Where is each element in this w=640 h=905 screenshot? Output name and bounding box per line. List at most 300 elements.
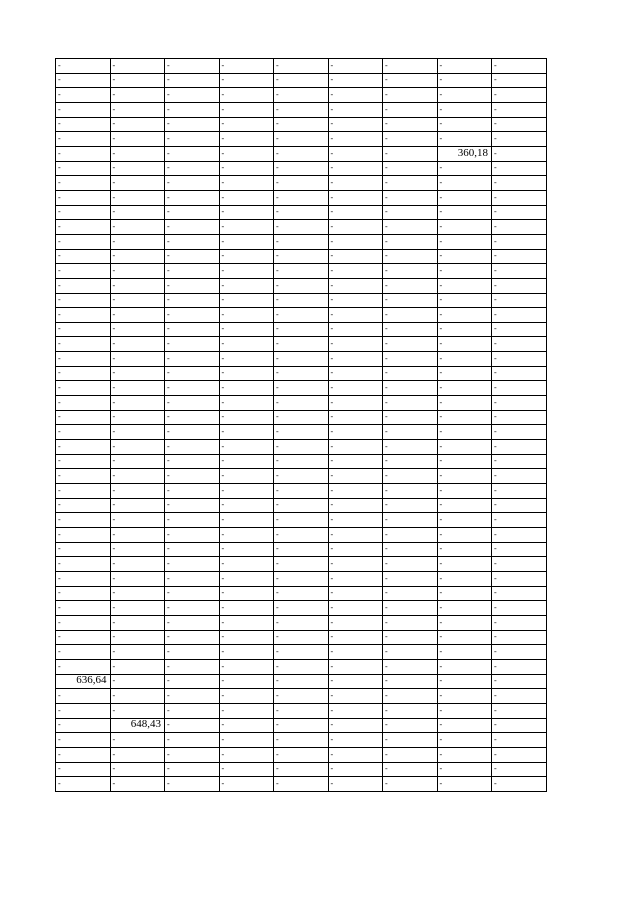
table-cell[interactable] (56, 703, 111, 718)
table-cell[interactable] (437, 703, 492, 718)
table-cell[interactable] (110, 161, 165, 176)
table-cell[interactable] (328, 571, 383, 586)
table-cell[interactable] (274, 425, 329, 440)
table-cell[interactable] (165, 440, 220, 455)
table-cell[interactable] (492, 571, 547, 586)
table-cell[interactable] (219, 689, 274, 704)
table-cell[interactable] (274, 762, 329, 777)
table-cell[interactable] (110, 484, 165, 499)
table-cell[interactable] (110, 396, 165, 411)
table-cell[interactable] (437, 249, 492, 264)
table-cell[interactable] (56, 615, 111, 630)
table-cell[interactable] (492, 117, 547, 132)
table-cell[interactable] (110, 205, 165, 220)
table-cell[interactable] (328, 557, 383, 572)
table-cell[interactable] (165, 264, 220, 279)
table-cell[interactable] (165, 293, 220, 308)
table-cell[interactable] (165, 645, 220, 660)
table-cell[interactable] (328, 264, 383, 279)
table-cell[interactable] (383, 513, 438, 528)
table-cell[interactable] (110, 190, 165, 205)
table-cell[interactable] (383, 659, 438, 674)
table-cell[interactable] (328, 469, 383, 484)
table-cell[interactable] (110, 513, 165, 528)
table-cell[interactable] (328, 337, 383, 352)
table-cell[interactable] (56, 278, 111, 293)
table-cell[interactable] (492, 132, 547, 147)
table-cell[interactable] (56, 440, 111, 455)
table-cell[interactable] (383, 571, 438, 586)
table-cell[interactable] (110, 454, 165, 469)
table-cell[interactable] (492, 264, 547, 279)
table-cell[interactable] (492, 454, 547, 469)
table-cell[interactable] (274, 132, 329, 147)
table-cell[interactable] (219, 703, 274, 718)
table-cell[interactable] (328, 59, 383, 74)
table-cell[interactable] (274, 190, 329, 205)
table-cell[interactable] (219, 352, 274, 367)
table-cell[interactable] (328, 249, 383, 264)
table-cell[interactable] (383, 234, 438, 249)
table-cell[interactable] (219, 630, 274, 645)
table-cell[interactable] (56, 557, 111, 572)
table-cell[interactable] (165, 410, 220, 425)
table-cell[interactable] (219, 674, 274, 689)
table-cell[interactable] (165, 718, 220, 733)
table-cell[interactable] (165, 733, 220, 748)
table-cell[interactable] (437, 146, 492, 161)
table-cell[interactable] (56, 513, 111, 528)
table-cell[interactable] (110, 586, 165, 601)
table-cell[interactable] (219, 146, 274, 161)
table-cell[interactable] (274, 102, 329, 117)
table-cell[interactable] (110, 689, 165, 704)
table-cell[interactable] (492, 689, 547, 704)
table-cell[interactable] (165, 571, 220, 586)
table-cell[interactable] (110, 703, 165, 718)
table-cell[interactable] (274, 322, 329, 337)
table-cell[interactable] (165, 102, 220, 117)
table-cell[interactable] (492, 308, 547, 323)
table-cell[interactable] (165, 132, 220, 147)
table-cell[interactable] (328, 718, 383, 733)
table-cell[interactable] (219, 117, 274, 132)
table-cell[interactable] (165, 234, 220, 249)
table-cell[interactable] (219, 220, 274, 235)
table-cell[interactable] (56, 366, 111, 381)
table-cell[interactable] (328, 176, 383, 191)
table-cell[interactable] (56, 234, 111, 249)
table-cell[interactable] (437, 615, 492, 630)
table-cell[interactable] (383, 425, 438, 440)
table-cell[interactable] (328, 674, 383, 689)
table-cell[interactable] (274, 615, 329, 630)
table-cell[interactable] (492, 278, 547, 293)
table-cell[interactable] (110, 73, 165, 88)
table-cell[interactable] (219, 659, 274, 674)
table-cell[interactable] (383, 498, 438, 513)
table-cell[interactable] (110, 410, 165, 425)
table-cell[interactable] (110, 322, 165, 337)
table-cell[interactable] (492, 659, 547, 674)
table-cell[interactable] (274, 674, 329, 689)
table-cell[interactable] (165, 59, 220, 74)
table-cell[interactable] (219, 396, 274, 411)
table-cell[interactable] (437, 322, 492, 337)
table-cell[interactable] (492, 440, 547, 455)
table-cell[interactable] (437, 513, 492, 528)
table-cell[interactable] (165, 615, 220, 630)
table-cell[interactable] (165, 381, 220, 396)
table-cell[interactable] (328, 322, 383, 337)
table-cell[interactable] (110, 278, 165, 293)
table-cell[interactable] (56, 102, 111, 117)
table-cell[interactable] (56, 586, 111, 601)
table-cell[interactable] (437, 674, 492, 689)
table-cell[interactable] (56, 718, 111, 733)
table-cell[interactable] (219, 513, 274, 528)
table-cell[interactable] (383, 586, 438, 601)
table-cell[interactable] (383, 777, 438, 792)
table-cell[interactable] (219, 440, 274, 455)
table-cell[interactable] (219, 542, 274, 557)
table-cell[interactable] (274, 498, 329, 513)
table-cell[interactable] (56, 630, 111, 645)
table-cell[interactable] (110, 381, 165, 396)
table-cell[interactable] (110, 366, 165, 381)
table-cell[interactable] (328, 161, 383, 176)
table-cell[interactable] (492, 718, 547, 733)
table-cell[interactable] (492, 410, 547, 425)
table-cell[interactable] (56, 190, 111, 205)
table-cell[interactable] (110, 733, 165, 748)
table-cell[interactable] (492, 220, 547, 235)
table-cell[interactable] (437, 571, 492, 586)
table-cell[interactable] (437, 762, 492, 777)
table-cell[interactable] (274, 689, 329, 704)
table-cell[interactable] (219, 337, 274, 352)
table-cell[interactable] (219, 762, 274, 777)
table-cell[interactable] (56, 425, 111, 440)
table-cell[interactable] (328, 615, 383, 630)
table-cell[interactable] (274, 220, 329, 235)
table-cell[interactable] (219, 410, 274, 425)
table-cell[interactable] (274, 264, 329, 279)
table-cell[interactable] (56, 733, 111, 748)
table-cell[interactable] (437, 630, 492, 645)
table-cell[interactable] (165, 557, 220, 572)
table-cell[interactable] (165, 674, 220, 689)
table-cell[interactable] (437, 733, 492, 748)
table-cell[interactable] (274, 176, 329, 191)
table-cell[interactable] (492, 777, 547, 792)
table-cell[interactable] (328, 513, 383, 528)
table-cell[interactable] (437, 117, 492, 132)
table-cell[interactable] (219, 469, 274, 484)
table-cell[interactable] (492, 146, 547, 161)
table-cell[interactable] (110, 249, 165, 264)
table-cell[interactable] (383, 689, 438, 704)
table-cell[interactable] (437, 777, 492, 792)
table-cell[interactable] (328, 498, 383, 513)
table-cell[interactable] (437, 132, 492, 147)
table-cell[interactable] (383, 88, 438, 103)
table-cell[interactable] (56, 293, 111, 308)
table-cell[interactable] (274, 542, 329, 557)
table-cell[interactable] (219, 234, 274, 249)
table-cell[interactable] (110, 337, 165, 352)
table-cell[interactable] (56, 308, 111, 323)
table-cell[interactable] (56, 176, 111, 191)
table-cell[interactable] (219, 425, 274, 440)
table-cell[interactable] (56, 264, 111, 279)
table-cell[interactable] (110, 59, 165, 74)
table-cell[interactable] (110, 528, 165, 543)
table-cell[interactable] (165, 366, 220, 381)
table-cell[interactable] (56, 396, 111, 411)
table-cell[interactable] (165, 586, 220, 601)
table-cell[interactable] (274, 630, 329, 645)
table-cell[interactable] (383, 410, 438, 425)
table-cell[interactable] (110, 615, 165, 630)
table-cell[interactable] (165, 249, 220, 264)
table-cell[interactable] (274, 146, 329, 161)
table-cell[interactable] (274, 513, 329, 528)
table-cell[interactable] (383, 528, 438, 543)
table-cell[interactable] (165, 762, 220, 777)
table-cell[interactable] (165, 117, 220, 132)
table-cell[interactable] (492, 528, 547, 543)
table-cell[interactable] (219, 645, 274, 660)
table-cell[interactable] (437, 337, 492, 352)
table-cell[interactable] (328, 278, 383, 293)
table-cell[interactable] (383, 117, 438, 132)
table-cell[interactable] (328, 190, 383, 205)
table-cell[interactable] (437, 659, 492, 674)
table-cell[interactable] (328, 366, 383, 381)
table-cell[interactable] (110, 176, 165, 191)
table-cell[interactable] (110, 132, 165, 147)
table-cell[interactable] (383, 366, 438, 381)
table-cell[interactable] (437, 278, 492, 293)
table-cell[interactable] (328, 454, 383, 469)
table-cell[interactable] (437, 176, 492, 191)
table-cell[interactable] (110, 674, 165, 689)
table-cell[interactable] (383, 293, 438, 308)
table-cell[interactable] (437, 645, 492, 660)
table-cell[interactable] (165, 659, 220, 674)
table-cell[interactable] (328, 601, 383, 616)
table-cell[interactable] (165, 689, 220, 704)
table-cell[interactable] (274, 293, 329, 308)
table-cell[interactable] (383, 220, 438, 235)
table-cell[interactable] (383, 146, 438, 161)
table-cell[interactable] (328, 586, 383, 601)
table-cell[interactable] (274, 777, 329, 792)
table-cell[interactable] (274, 234, 329, 249)
table-cell[interactable] (437, 88, 492, 103)
table-cell[interactable] (437, 440, 492, 455)
table-cell[interactable] (165, 703, 220, 718)
table-cell[interactable] (492, 630, 547, 645)
table-cell[interactable] (56, 410, 111, 425)
table-cell[interactable] (492, 733, 547, 748)
table-cell[interactable] (492, 366, 547, 381)
table-cell[interactable] (492, 469, 547, 484)
table-cell[interactable] (274, 161, 329, 176)
table-cell[interactable] (110, 425, 165, 440)
table-cell[interactable] (219, 264, 274, 279)
table-cell[interactable] (165, 528, 220, 543)
table-cell[interactable] (274, 703, 329, 718)
table-cell[interactable] (328, 220, 383, 235)
table-cell[interactable] (219, 571, 274, 586)
table-cell[interactable] (437, 586, 492, 601)
table-cell[interactable] (219, 557, 274, 572)
table-cell[interactable] (492, 557, 547, 572)
table-cell[interactable] (492, 484, 547, 499)
table-cell[interactable] (274, 308, 329, 323)
table-cell[interactable] (165, 322, 220, 337)
table-cell[interactable] (437, 689, 492, 704)
table-cell[interactable] (219, 586, 274, 601)
table-cell[interactable] (110, 88, 165, 103)
table-cell[interactable] (328, 410, 383, 425)
table-cell[interactable] (274, 59, 329, 74)
table-cell[interactable] (383, 733, 438, 748)
table-cell[interactable] (274, 601, 329, 616)
table-cell[interactable] (110, 293, 165, 308)
table-cell[interactable] (274, 396, 329, 411)
table-cell[interactable] (110, 469, 165, 484)
table-cell[interactable] (437, 234, 492, 249)
table-cell[interactable] (274, 205, 329, 220)
table-cell[interactable] (56, 352, 111, 367)
table-cell[interactable] (274, 528, 329, 543)
table-cell[interactable] (274, 88, 329, 103)
table-cell[interactable] (492, 234, 547, 249)
table-cell[interactable] (110, 557, 165, 572)
table-cell[interactable] (165, 425, 220, 440)
table-cell[interactable] (219, 733, 274, 748)
table-cell[interactable] (110, 102, 165, 117)
table-cell[interactable] (56, 220, 111, 235)
table-cell[interactable] (219, 132, 274, 147)
table-cell[interactable] (165, 601, 220, 616)
table-cell[interactable] (219, 73, 274, 88)
table-cell[interactable] (492, 102, 547, 117)
table-cell[interactable] (383, 703, 438, 718)
table-cell[interactable] (56, 146, 111, 161)
table-cell[interactable] (492, 762, 547, 777)
table-cell[interactable] (274, 410, 329, 425)
table-cell[interactable] (437, 190, 492, 205)
table-cell[interactable] (492, 703, 547, 718)
table-cell[interactable] (437, 59, 492, 74)
table-cell[interactable] (383, 278, 438, 293)
table-cell[interactable] (274, 469, 329, 484)
table-cell[interactable] (56, 73, 111, 88)
table-cell[interactable] (274, 278, 329, 293)
table-cell[interactable] (492, 352, 547, 367)
table-cell[interactable] (383, 718, 438, 733)
table-cell[interactable] (274, 747, 329, 762)
table-cell[interactable] (165, 337, 220, 352)
table-cell[interactable] (110, 777, 165, 792)
table-cell[interactable] (492, 293, 547, 308)
table-cell[interactable] (492, 498, 547, 513)
table-cell[interactable] (110, 308, 165, 323)
table-cell[interactable] (56, 381, 111, 396)
table-cell[interactable] (219, 498, 274, 513)
table-cell[interactable] (165, 542, 220, 557)
table-cell[interactable] (219, 615, 274, 630)
table-cell[interactable] (492, 190, 547, 205)
table-cell[interactable] (274, 440, 329, 455)
table-cell[interactable] (219, 747, 274, 762)
table-cell[interactable] (219, 249, 274, 264)
table-cell[interactable] (328, 645, 383, 660)
table-cell[interactable] (437, 718, 492, 733)
table-cell[interactable] (437, 161, 492, 176)
table-cell[interactable] (437, 293, 492, 308)
table-cell[interactable] (383, 264, 438, 279)
table-cell[interactable] (437, 205, 492, 220)
table-cell[interactable] (437, 747, 492, 762)
table-cell[interactable] (437, 366, 492, 381)
table-cell[interactable] (56, 161, 111, 176)
table-cell[interactable] (165, 352, 220, 367)
table-cell[interactable] (383, 674, 438, 689)
table-cell[interactable] (328, 762, 383, 777)
table-cell[interactable] (274, 571, 329, 586)
table-cell[interactable] (56, 337, 111, 352)
table-cell[interactable] (383, 396, 438, 411)
table-cell[interactable] (110, 440, 165, 455)
table-cell[interactable] (437, 498, 492, 513)
table-cell[interactable] (274, 337, 329, 352)
table-cell[interactable] (328, 102, 383, 117)
table-cell[interactable] (437, 454, 492, 469)
table-cell[interactable] (165, 205, 220, 220)
table-cell[interactable] (383, 762, 438, 777)
table-cell[interactable] (437, 410, 492, 425)
table-cell[interactable] (56, 249, 111, 264)
table-cell[interactable] (274, 484, 329, 499)
table-cell[interactable] (492, 381, 547, 396)
table-cell[interactable] (165, 190, 220, 205)
table-cell[interactable] (492, 542, 547, 557)
table-cell[interactable] (274, 586, 329, 601)
table-cell[interactable] (219, 601, 274, 616)
table-cell[interactable] (110, 220, 165, 235)
table-cell[interactable] (328, 381, 383, 396)
table-cell[interactable] (492, 601, 547, 616)
table-cell[interactable] (56, 498, 111, 513)
table-cell[interactable] (383, 249, 438, 264)
table-cell[interactable] (219, 161, 274, 176)
table-cell[interactable] (328, 396, 383, 411)
table-cell[interactable] (437, 264, 492, 279)
table-cell[interactable] (328, 747, 383, 762)
table-cell[interactable] (165, 630, 220, 645)
table-cell[interactable] (328, 117, 383, 132)
table-cell[interactable] (274, 659, 329, 674)
table-cell[interactable] (492, 73, 547, 88)
table-cell[interactable] (219, 88, 274, 103)
table-cell[interactable] (219, 190, 274, 205)
table-cell[interactable] (328, 425, 383, 440)
